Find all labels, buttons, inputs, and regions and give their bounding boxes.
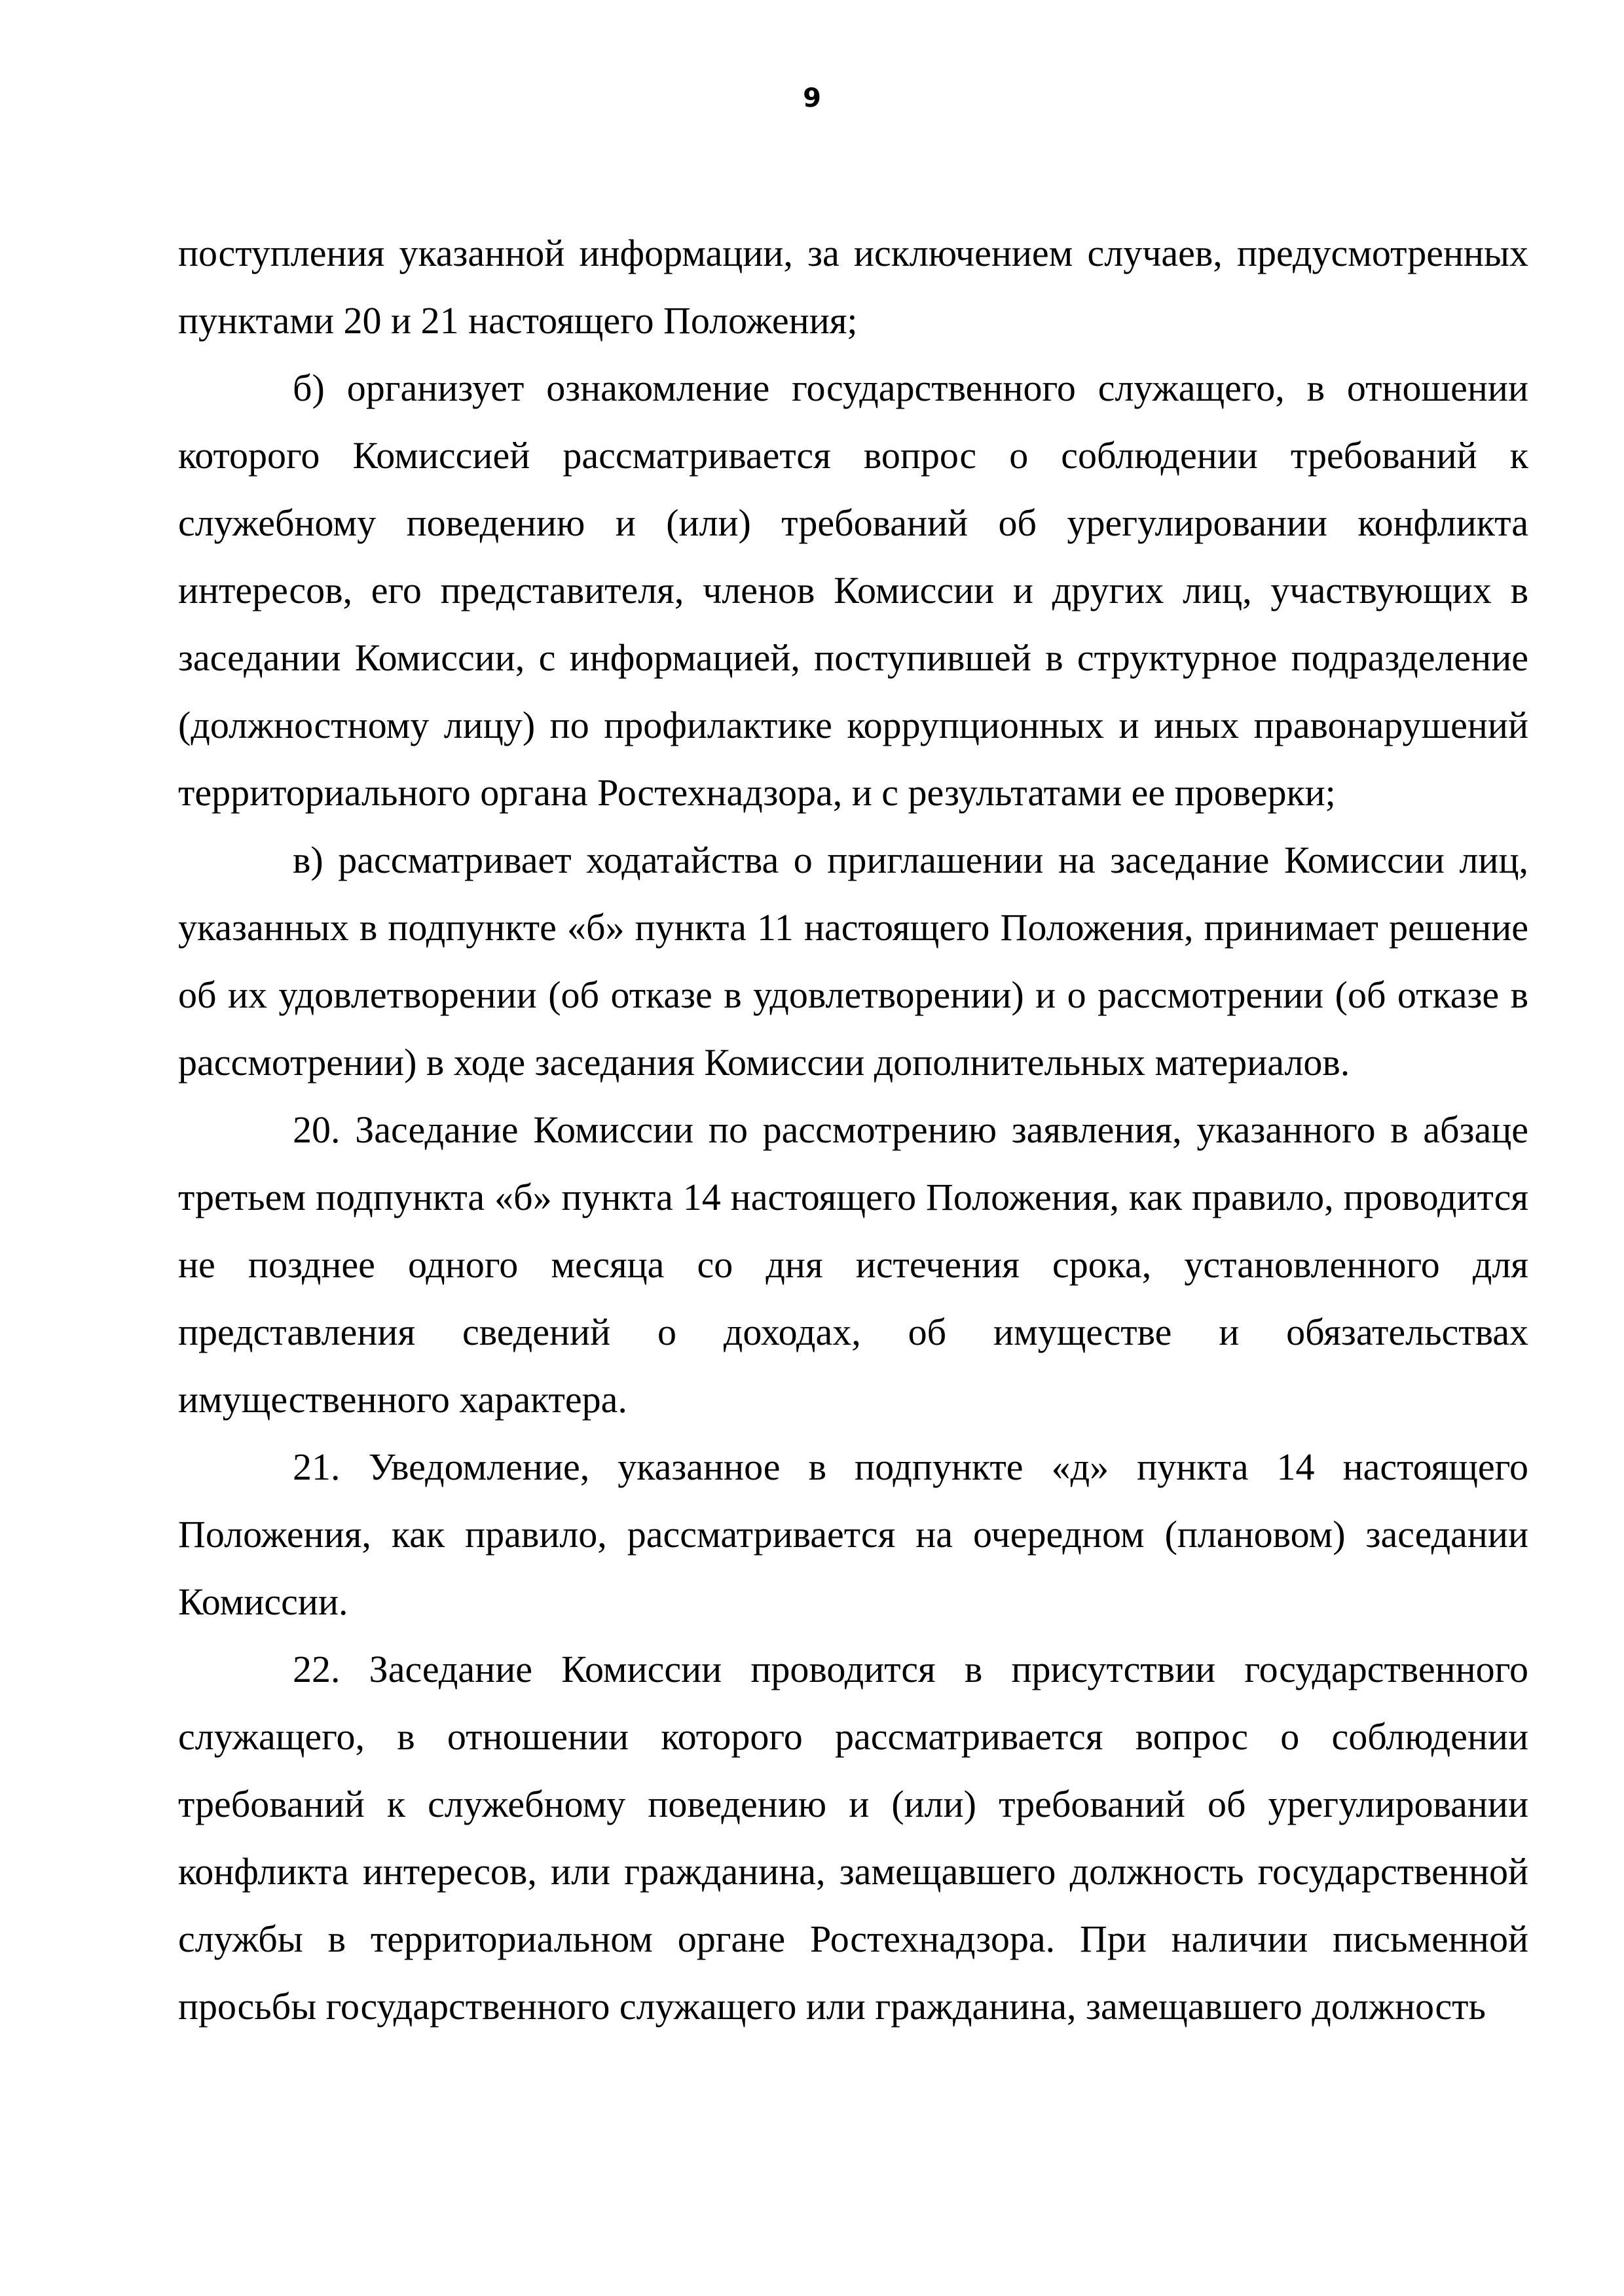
paragraph-item-20: 20. Заседание Комиссии по рассмотрению заявления, указанного в абзаце третьем подпункта «б» пункта 14 настоящего Положения, как правило, проводится не позднее одного месяца со дня истечения срока, установленного для представления сведений о доходах, об имуществе и обязательствах имущественного характера. bbox=[178, 1108, 1528, 1421]
paragraph-subitem-b: б) организует ознакомление государственного служащего, в отношении которого Комиссией рассматривается вопрос о соблюдении требований к служебному поведению и (или) требований об урегулировании конфликта интересов, его представителя, членов Комиссии и других лиц, участвующих в заседании Комиссии, с информацией, поступившей в структурное подразделение (должностному лицу) по профилактике коррупционных и иных правонарушений территориального органа Ростехнадзора, и с результатами ее проверки; bbox=[178, 367, 1528, 814]
paragraph-item-22: 22. Заседание Комиссии проводится в присутствии государственного служащего, в отношении которого рассматривается вопрос о соблюдении требований к служебному поведению и (или) требований об урегулировании конфликта интересов, или гражданина, замещавшего должность государственной службы в территориальном органе Ростехнадзора. При наличии письменной просьбы государственного служащего или гражданина, замещавшего должность bbox=[178, 1648, 1528, 2028]
paragraph-continuation: поступления указанной информации, за исключением случаев, предусмотренных пунктами 20 и 21 настоящего Положения; bbox=[178, 232, 1528, 342]
page-number: 9 bbox=[803, 83, 821, 113]
paragraph-subitem-v: в) рассматривает ходатайства о приглашении на заседание Комиссии лиц, указанных в подпункте «б» пункта 11 настоящего Положения, принимает решение об их удовлетворении (об отказе в удовлетворении) и о рассмотрении (об отказе в рассмотрении) в ходе заседания Комиссии дополнительных материалов. bbox=[178, 839, 1528, 1084]
paragraph-item-21: 21. Уведомление, указанное в подпункте «д» пункта 14 настоящего Положения, как правило, рассматривается на очередном (плановом) заседании Комиссии. bbox=[178, 1446, 1528, 1623]
document-body bbox=[178, 219, 1528, 2040]
